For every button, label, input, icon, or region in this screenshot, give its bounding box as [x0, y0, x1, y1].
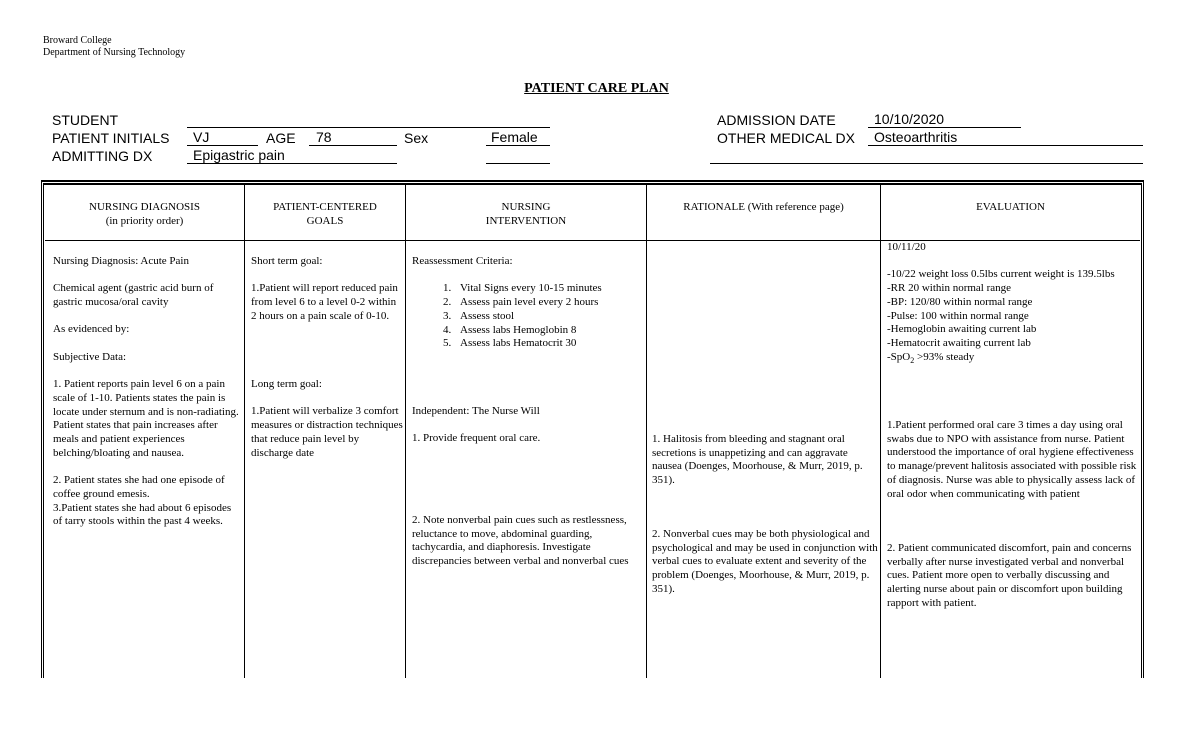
patient-initials-label: PATIENT INITIALS [52, 130, 170, 146]
long-term-goal-label: Long term goal: [251, 378, 322, 390]
evaluation-vitals [887, 241, 1137, 368]
intervention-item-2 [412, 514, 644, 569]
evaluation-line: -Hemoglobin awaiting current lab [887, 323, 1037, 336]
column-header-intervention: NURSING INTERVENTION [485, 201, 567, 227]
evaluation-line: -10/22 weight loss 0.5lbs current weight is 139.5lbs [887, 268, 1115, 281]
long-term-goal [251, 378, 403, 460]
evaluation-spo2: -SpO$_2$ >93% steady [887, 350, 975, 365]
page-title: PATIENT CARE PLAN [524, 81, 669, 96]
column-header-rationale: RATIONALE (With reference page) [683, 201, 844, 213]
short-term-goal-text: 1.Patient will report reduced pain from level 6 to a level 0-2 within 2 hours on a pain scale of 0-10. [251, 282, 398, 322]
criteria-item: 3. Assess stool [454, 310, 644, 324]
diagnosis-title: Nursing Diagnosis: Acute Pain [53, 255, 189, 267]
independent-label: Independent: The Nurse Will [412, 405, 540, 417]
long-term-goal-text: 1.Patient will verbalize 3 comfort measures or distraction techniques that reduce pain level by discharge date [251, 405, 403, 459]
intervention-reassessment [412, 255, 644, 351]
college-name: Broward College [43, 35, 112, 46]
column-divider [646, 184, 647, 678]
rationale-item-2 [652, 528, 878, 597]
column-header-goals: PATIENT-CENTERED GOALS [273, 201, 377, 227]
sex-label: Sex [404, 130, 429, 146]
admission-date-label: ADMISSION DATE [717, 112, 836, 128]
diagnosis-cell [53, 255, 241, 529]
sex-value: Female [491, 129, 538, 145]
intervention-item: 2. Note nonverbal pain cues such as restlessness, reluctance to move, abdominal guarding, tachycardia, and diaphoresis. Investigate discrepancies between verbal and nonverbal cues [412, 514, 629, 568]
criteria-item: 1. Vital Signs every 10-15 minutes [454, 282, 644, 296]
evaluation-date: 10/11/20 [887, 241, 926, 253]
rationale-item: 1. Halitosis from bleeding and stagnant oral secretions is unappetizing and can aggravate nausea (Doenges, Moorhouse, & Murr, 2019, p. 351). [652, 433, 863, 487]
blank-field[interactable] [486, 163, 550, 164]
rationale-item: 2. Nonverbal cues may be both physiological and psychological and may be used in conjunction with verbal cues to evaluate extent and severity of the problem (Doenges, Moorhouse, & Murr, 2019, p. 351). [652, 528, 878, 595]
other-medical-dx-label: OTHER MEDICAL DX [717, 130, 855, 146]
diagnosis-agent: Chemical agent (gastric acid burn of gastric mucosa/oral cavity [53, 282, 214, 309]
admitting-dx-label: ADMITTING DX [52, 148, 153, 164]
column-header-diagnosis: NURSING DIAGNOSIS (in priority order) [89, 201, 200, 227]
intervention-item: 1. Provide frequent oral care. [412, 432, 541, 445]
evaluation-line: -RR 20 within normal range [887, 282, 1012, 295]
criteria-item: 4. Assess labs Hemoglobin 8 [454, 324, 644, 338]
diagnosis-evidenced: As evidenced by: [53, 323, 130, 336]
evaluation-item: 1.Patient performed oral care 3 times a day using oral swabs due to NPO with assistance from nurse. Patient understood the importance of oral hygiene effectiveness to manage/prevent halitosis associated with possible risk of diagnosis. Nurse was able to physically assess lack of oral odor when communicating with patient [887, 419, 1137, 500]
evaluation-line: -BP: 120/80 within normal range [887, 295, 1033, 308]
reassessment-label: Reassessment Criteria: [412, 255, 513, 267]
other-medical-dx-value: Osteoarthritis [874, 129, 958, 145]
column-divider [880, 184, 881, 678]
reassessment-criteria-list [412, 282, 644, 351]
diagnosis-item: 2. Patient states she had one episode of coffee ground emesis. [53, 474, 225, 500]
admission-date-value: 10/10/2020 [874, 111, 945, 127]
short-term-goal-label: Short term goal: [251, 255, 323, 267]
student-label: STUDENT [52, 112, 119, 128]
age-value: 78 [316, 129, 332, 145]
diagnosis-item: 1. Patient reports pain level 6 on a pain scale of 1-10. Patients states the pain is locate under sternum and is non-radiating. Patient states that pain increases after meals and patient experiences belching/bloating and nausea. [53, 378, 239, 459]
other-medical-dx-line2[interactable] [710, 163, 1143, 164]
column-divider [405, 184, 406, 678]
age-label: AGE [266, 130, 296, 146]
diagnosis-item: 3.Patient states she had about 6 episodes of tarry stools within the past 4 weeks. [53, 501, 232, 528]
evaluation-item-2 [887, 542, 1137, 611]
diagnosis-subjective: Subjective Data: [53, 350, 127, 363]
evaluation-line: -Pulse: 100 within normal range [887, 309, 1029, 322]
criteria-item: 5. Assess labs Hematocrit 30 [454, 337, 644, 351]
evaluation-item: 2. Patient communicated discomfort, pain and concerns verbally after nurse investigated verbal and nonverbal cues. Patient more open to verbally discussing and alerting nurse about pain or discomfort upon building rapport with patient. [887, 542, 1132, 609]
student-field[interactable] [187, 127, 550, 128]
goals-cell [251, 255, 403, 324]
rationale-item-1 [652, 433, 878, 488]
patient-initials-value: VJ [193, 129, 210, 145]
intervention-independent [412, 405, 644, 446]
department-name: Department of Nursing Technology [43, 47, 186, 58]
column-divider [244, 184, 245, 678]
admitting-dx-value: Epigastric pain [193, 147, 285, 163]
criteria-item: 2. Assess pain level every 2 hours [454, 296, 644, 310]
column-header-evaluation: EVALUATION [976, 201, 1045, 213]
evaluation-line: -Hematocrit awaiting current lab [887, 336, 1031, 349]
evaluation-item-1 [887, 419, 1137, 501]
